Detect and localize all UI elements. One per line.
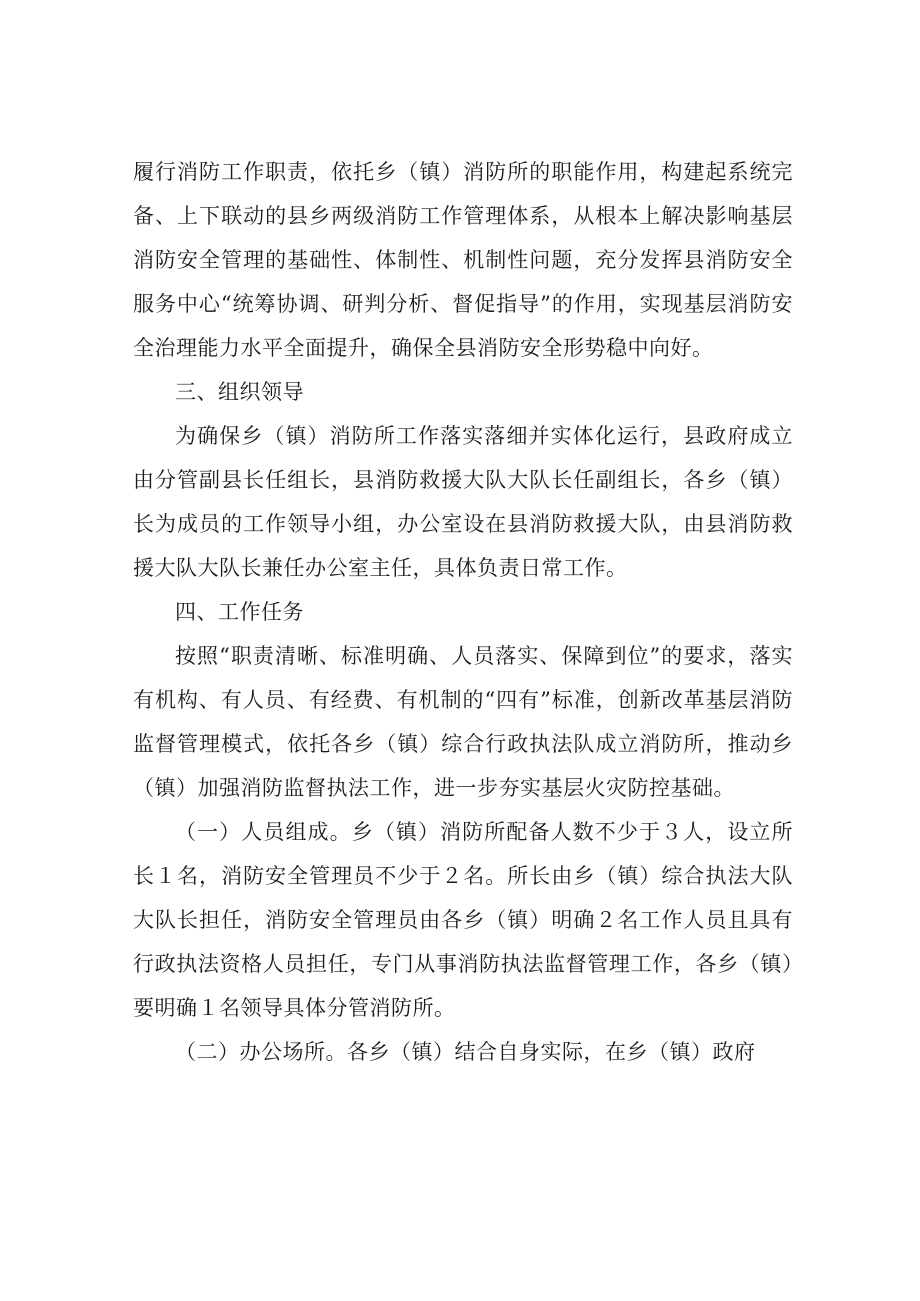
- paragraph-organization-leadership: 为确保乡（镇）消防所工作落实落细并实体化运行，县政府成立由分管副县长任组长，县消防救援大队大队长任副组长，各乡（镇）长为成员的工作领导小组，办公室设在县消防救援大队，由县消防救援大队大队长兼任办公室主任，具体负责日常工作。: [133, 424, 793, 580]
- document-body: [133, 150, 793, 1074]
- paragraph-personnel-composition: （一）人员组成。乡（镇）消防所配备人数不少于３人，设立所长１名，消防安全管理员不少于２名。所长由乡（镇）综合执法大队大队长担任，消防安全管理员由各乡（镇）明确２名工作人员且具有行政执法资格人员担任，专门从事消防执法监督管理工作，各乡（镇）要明确１名领导具体分管消防所。: [133, 820, 793, 1020]
- paragraph-work-tasks: 按照“职责清晰、标准明确、人员落实、保障到位”的要求，落实有机构、有人员、有经费、有机制的“四有”标准，创新改革基层消防监督管理模式，依托各乡（镇）综合行政执法队成立消防所，推动乡（镇）加强消防监督执法工作，进一步夯实基层火灾防控基础。: [133, 644, 793, 800]
- paragraph-office-premises: （二）办公场所。各乡（镇）结合自身实际，在乡（镇）政府: [175, 1040, 756, 1064]
- section-heading-work-tasks: 四、工作任务: [175, 600, 304, 624]
- paragraph-continuation: 履行消防工作职责，依托乡（镇）消防所的职能作用，构建起系统完备、上下联动的县乡两级消防工作管理体系，从根本上解决影响基层消防安全管理的基础性、体制性、机制性问题，充分发挥县消防安全服务中心“统筹协调、研判分析、督促指导”的作用，实现基层消防安全治理能力水平全面提升，确保全县消防安全形势稳中向好。: [133, 160, 793, 360]
- section-heading-organization-leadership: 三、组织领导: [175, 380, 304, 404]
